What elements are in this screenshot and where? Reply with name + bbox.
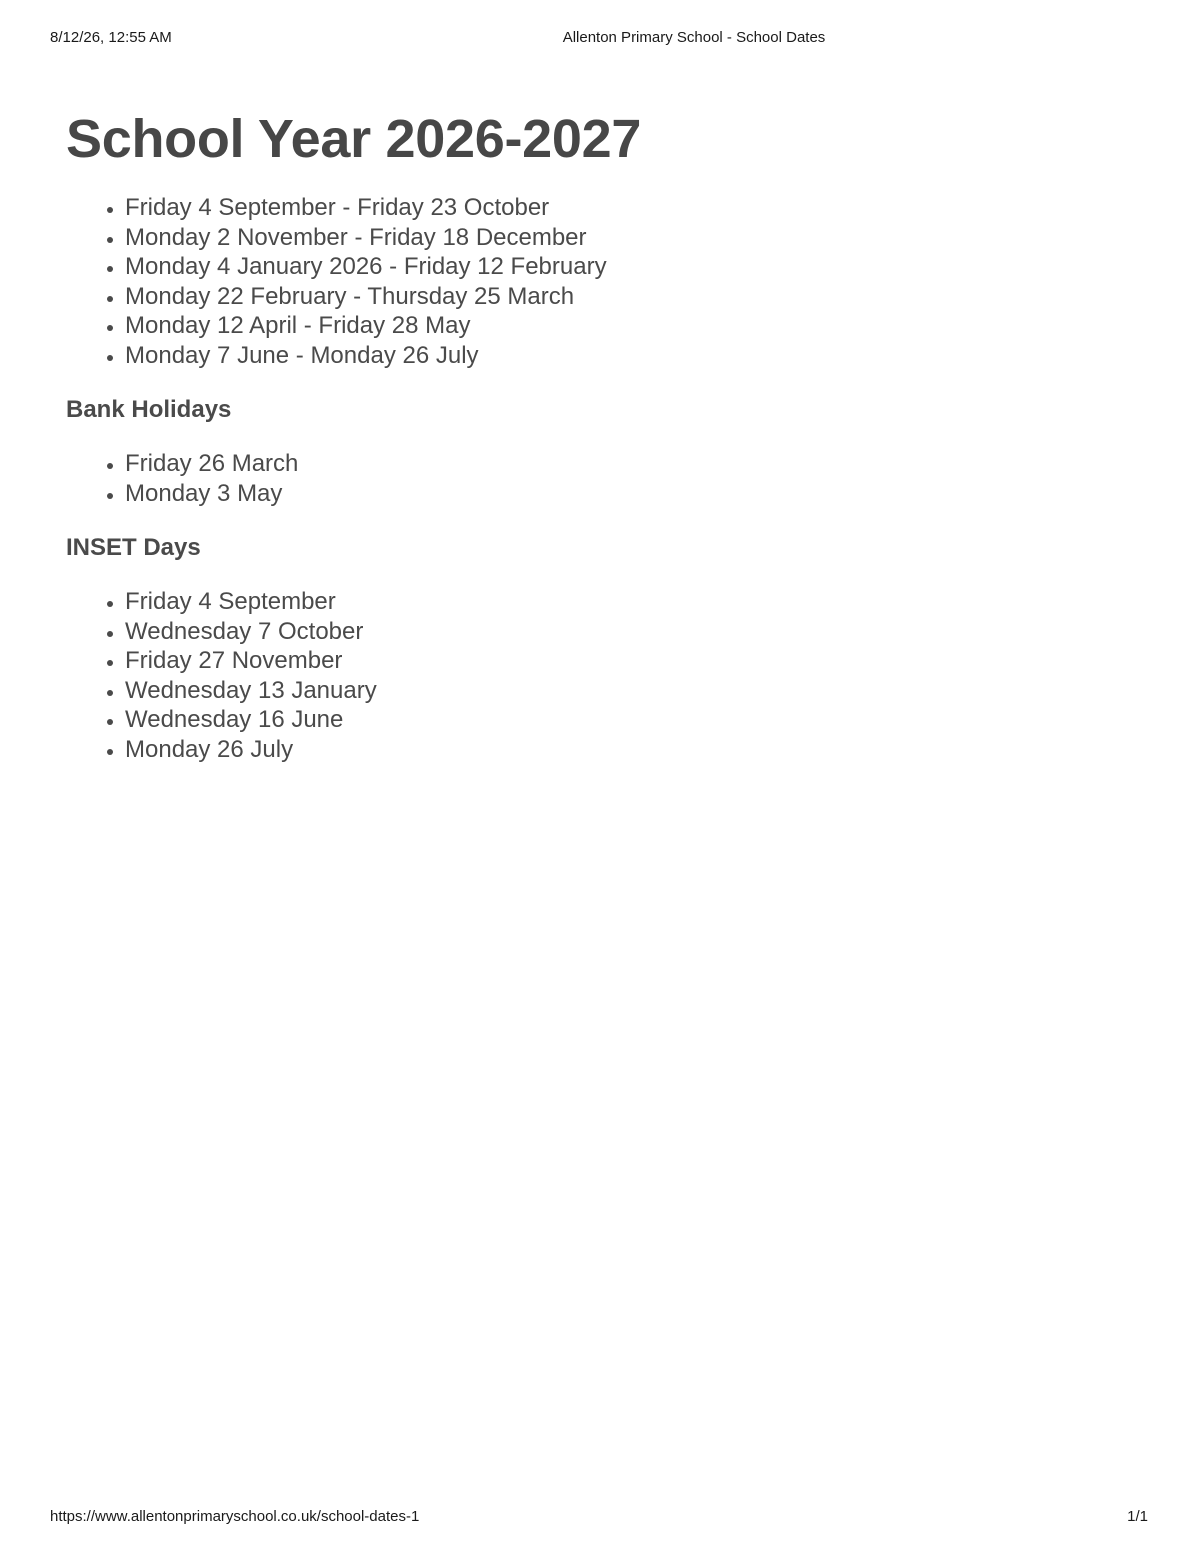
main-content [66,108,1146,764]
list-item: • Wednesday 7 October [125,617,1146,647]
print-url: https://www.allentonprimaryschool.co.uk/school-dates-1 [50,1508,420,1525]
inset-days-list [66,587,1146,764]
list-item: • Friday 27 November [125,646,1146,676]
print-page-number: 1/1 [1127,1508,1148,1525]
list-item: • Monday 2 November - Friday 18 December [125,223,1146,253]
list-item: • Friday 4 September [125,587,1146,617]
list-item: • Monday 4 January 2026 - Friday 12 February [125,252,1146,282]
list-item: • Monday 22 February - Thursday 25 March [125,282,1146,312]
bank-holidays-list [66,449,1146,508]
list-item: • Friday 26 March [125,449,1146,479]
page-title: School Year 2026-2027 [66,109,642,169]
print-datetime: 8/12/26, 12:55 AM [50,29,172,46]
list-item: • Monday 3 May [125,479,1146,509]
inset-days-heading: INSET Days [66,534,201,561]
list-item: • Wednesday 13 January [125,676,1146,706]
term-dates-list [66,193,1146,370]
list-item: • Wednesday 16 June [125,705,1146,735]
list-item: • Monday 12 April - Friday 28 May [125,311,1146,341]
print-page-title: Allenton Primary School - School Dates [562,29,826,46]
list-item: • Monday 26 July [125,735,1146,765]
list-item: • Monday 7 June - Monday 26 July [125,341,1146,371]
list-item: • Friday 4 September - Friday 23 October [125,193,1146,223]
bank-holidays-heading: Bank Holidays [66,396,232,423]
